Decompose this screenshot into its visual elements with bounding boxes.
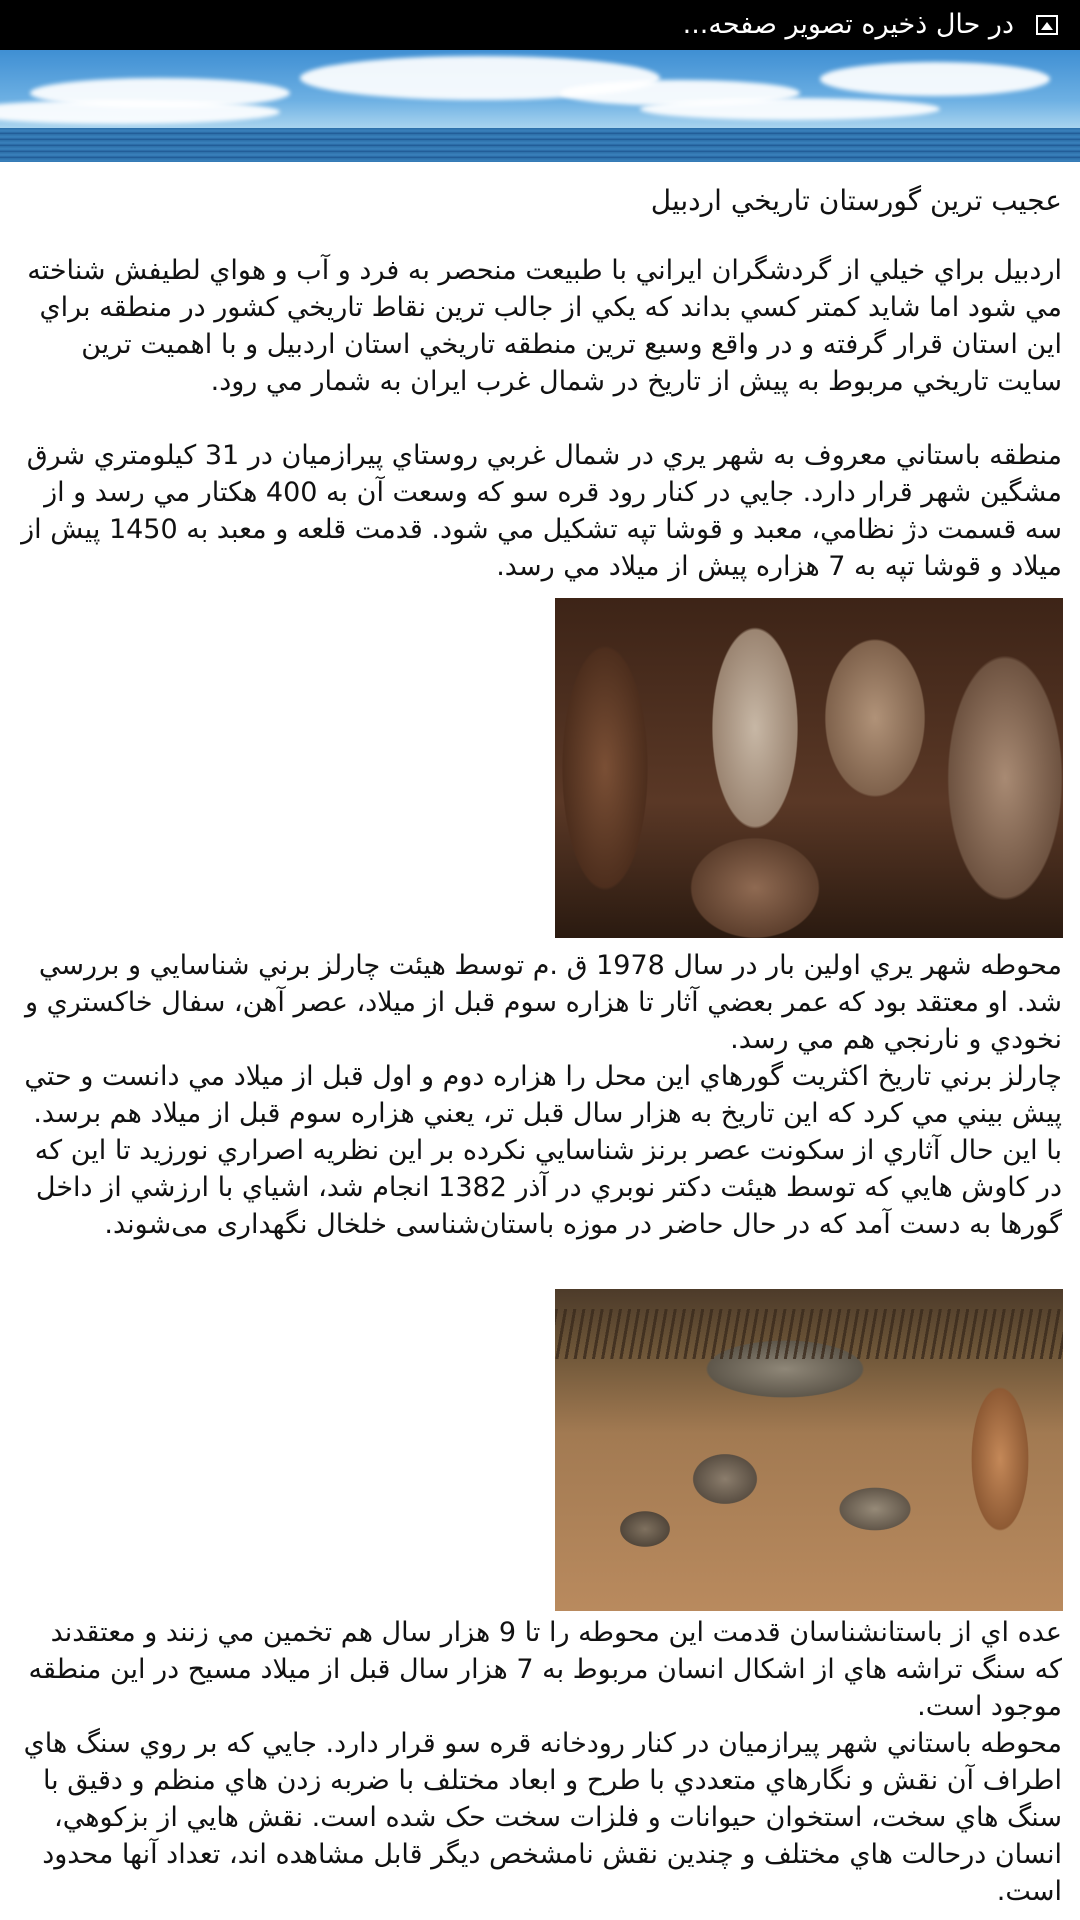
article-title: عجيب ترين گورستان تاريخي اردبيل [650, 184, 1062, 217]
status-bar [0, 0, 1080, 50]
article-paragraph: چارلز برني تاريخ اکثريت گورهاي اين محل را هزاره دوم و اول قبل از ميلاد مي دانست و حتي پيش بيني مي کرد که اين تاريخ به هزار سال قبل تر، يعني هزاره سوم قبل از ميلاد هم برسد. با اين حال آثاري از سکونت عصر برنز شناسايي نکرده بر اين نظريه اصراري نورزيد تا اين که در کاوش هايي که توسط هيئت دکتر نوبري در آذر 1382 انجام شد، اشياي با ارزشي از داخل گورها به دست آمد که در حال حاضر در موزه باستان‌شناسی خلخال نگهداری می‌شوند. [24, 1061, 1062, 1240]
image-icon [1036, 15, 1058, 35]
header-banner [0, 50, 1080, 162]
archaeological-site-photo [555, 1289, 1063, 1611]
status-notification-text: در حال ذخيره تصوير صفحه... [682, 9, 1014, 40]
article-paragraph: عده اي از باستانشناسان قدمت اين محوطه را تا 9 هزار سال هم تخمين مي زنند و معتقدند که سنگ تراشه هاي از اشکال انسان مربوط به 7 هزار سال قبل از ميلاد مسيح در اين منطقه موجود است. [28, 1617, 1062, 1722]
ancient-tombstones-photo [555, 598, 1063, 938]
article-paragraph: محوطه شهر يري اولين بار در سال 1978 ق .م توسط هيئت چارلز برني شناسايي و بررسي شد. او معتقد بود که عمر بعضي آثار تا هزاره سوم قبل از ميلاد، عصر آهن، سفال خاکستري و نخودي و نارنجي هم مي رسد. [24, 950, 1062, 1055]
article-paragraph: منطقه باستاني معروف به شهر يري در شمال غربي روستاي پيرازميان در 31 کيلومتري شرق مشگين شهر قرار دارد. جايي در کنار رود قره سو که وسعت آن به 400 هکتار مي رسد و از سه قسمت دژ نظامي، معبد و قوشا تپه تشکيل مي شود. قدمت قلعه و معبد به 1450 پيش از ميلاد و قوشا تپه به 7 هزاره پيش از ميلاد مي رسد. [21, 440, 1062, 582]
article-paragraph: اردبيل براي خيلي از گردشگران ايراني با طبيعت منحصر به فرد و آب و هواي لطيفش شناخته مي شود اما شايد کمتر کسي بداند که يکي از جالب ترين نقاط تاريخي کشور در منطقه براي اين استان قرار گرفته و در واقع وسيع ترين منطقه تاريخي استان اردبيل و با اهميت ترين سايت تاريخي مربوط به پيش از تاريخ در شمال غرب ايران به شمار مي رود. [27, 255, 1062, 397]
article-paragraph: محوطه باستاني شهر پيرازميان در کنار رودخانه قره سو قرار دارد. جايي که بر روي سنگ هاي اطراف آن نقش و نگارهاي متعددي با طرح و ابعاد مختلف با ضربه زدن هاي منظم و دقيق با سنگ هاي سخت، استخوان حيوانات و فلزات سخت حک شده است. نقش هايي از بزکوهي، انسان درحالت هاي مختلف و چندين نقش نامشخص ديگر قابل مشاهده اند، تعداد آنها محدود است. [23, 1728, 1062, 1907]
sea-horizon [0, 128, 1080, 162]
